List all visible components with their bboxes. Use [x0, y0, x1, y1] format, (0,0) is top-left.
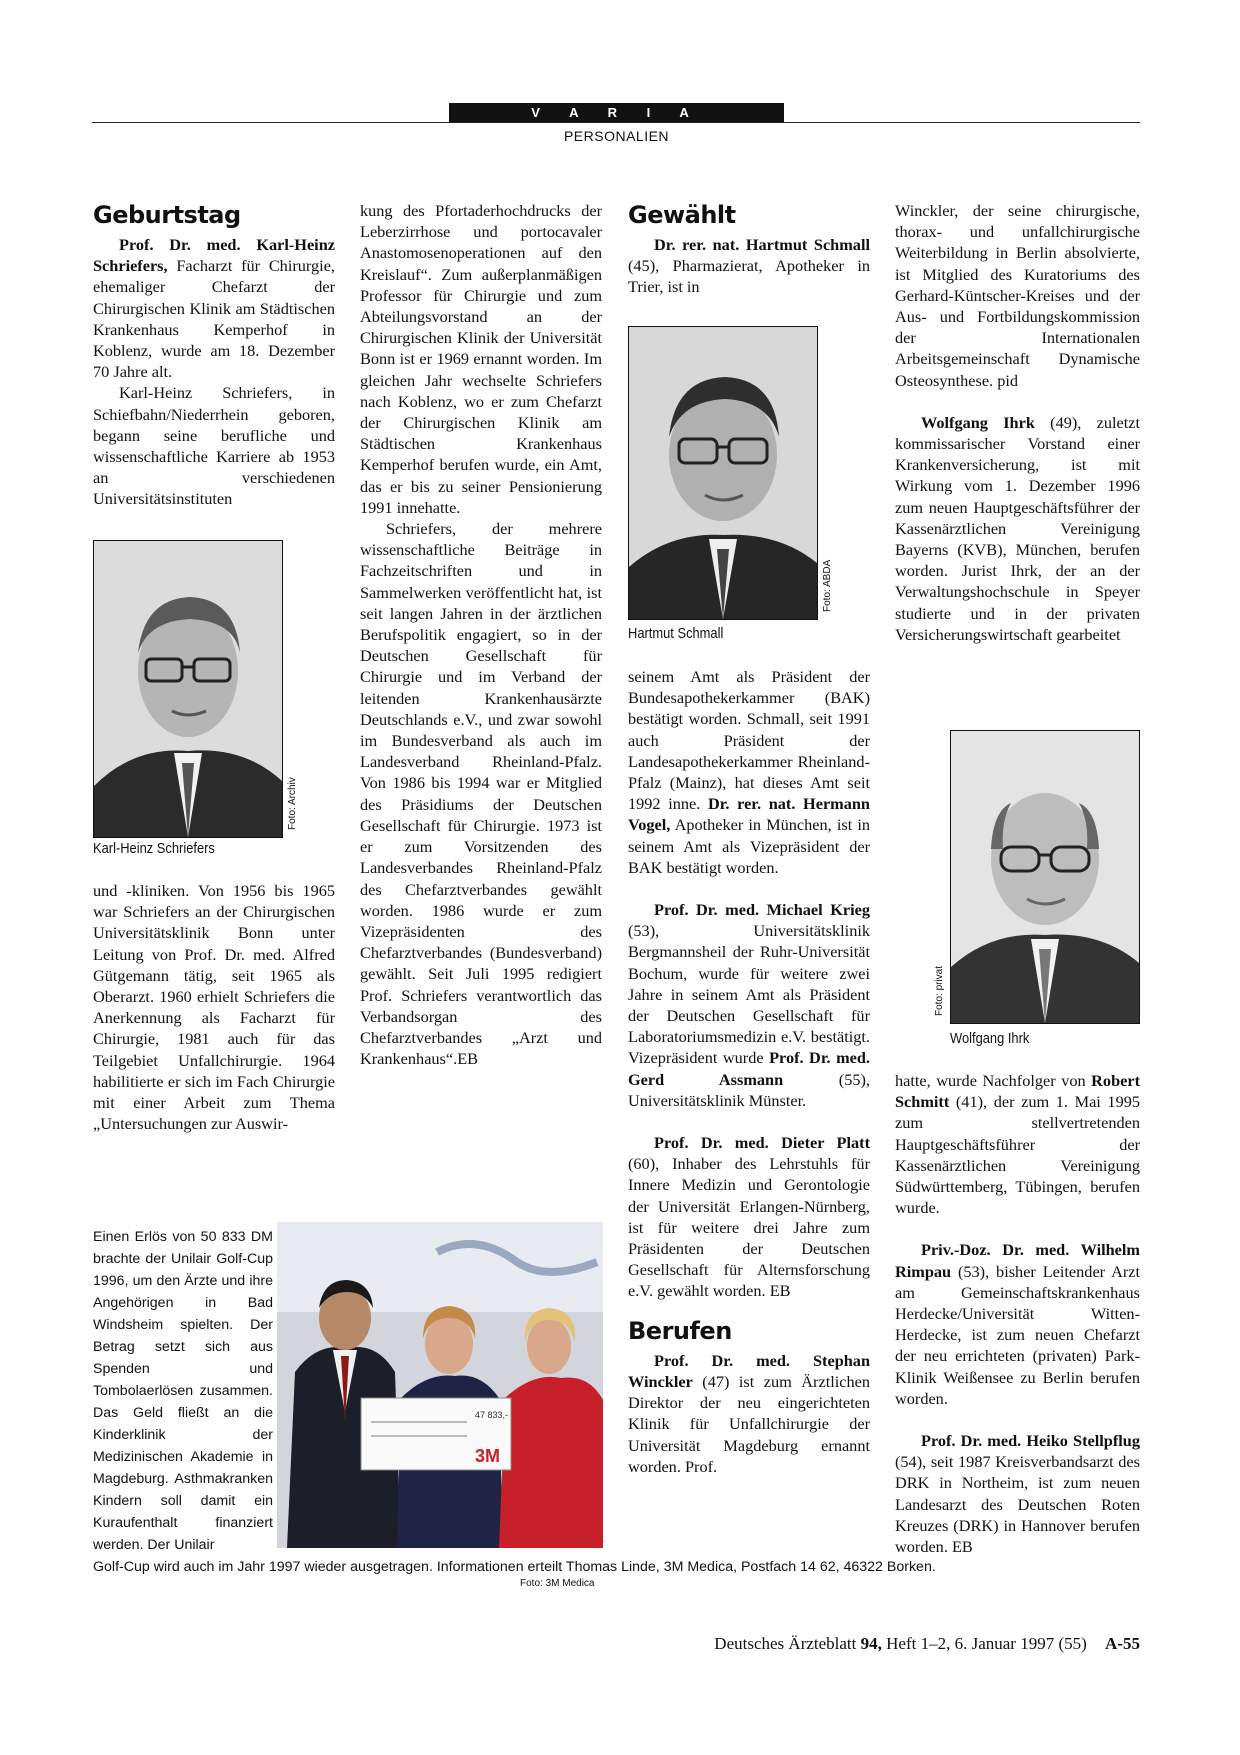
- person-name: Robert Schmitt: [895, 1071, 1140, 1112]
- photo-box-caption-continued: Golf-Cup wird auch im Jahr 1997 wieder ausgetragen. Informationen erteilt Thomas Linde, 3M Medica, Postfach 14 62, 46322 Borken.: [93, 1559, 936, 1575]
- column-4: [895, 200, 1140, 645]
- subsection-label: PERSONALIEN: [563, 128, 670, 144]
- heading-geburtstag: Geburtstag: [93, 201, 241, 229]
- paragraph-text: hatte, wurde Nachfolger von: [895, 1071, 1092, 1090]
- header-rule: [92, 122, 1140, 123]
- paragraph-text: (54), seit 1987 Kreisverbandsarzt des DRK in Northeim, ist zum neuen Landesarzt des Deutschen Roten Kreuzes (DRK) in Hannover berufen worden.: [895, 1452, 1140, 1557]
- paragraph-text: Apotheker in München, ist in seinem Amt als Vizepräsident der BAK bestätigt worden.: [628, 815, 870, 877]
- person-name: Prof. Dr. med. Gerd Assmann: [628, 1048, 871, 1089]
- author-signature: pid: [997, 370, 1019, 390]
- article-paragraph: [628, 1350, 870, 1477]
- section-label: V A R I A: [449, 103, 784, 123]
- portrait-image: [629, 327, 817, 619]
- article-paragraph: [628, 666, 870, 878]
- footer-citation: [560, 1634, 1140, 1654]
- heading-gewaehlt: Gewählt: [628, 201, 736, 229]
- golf-cup-photo: [277, 1222, 603, 1548]
- paragraph-text: (47) ist zum Ärztlichen Direktor der neu eingerichteten Klinik für Unfallchirurgie der Universität Magdeburg ernannt worden. Prof.: [628, 1371, 870, 1476]
- author-signature: EB: [951, 1537, 973, 1557]
- golf-cup-image: [277, 1222, 603, 1548]
- person-name: Prof. Dr. med. Karl-Heinz Schriefers,: [93, 235, 335, 276]
- photo-caption: Hartmut Schmall: [628, 625, 724, 642]
- person-name: Dr. rer. nat. Hartmut Schmall: [654, 235, 870, 254]
- article-paragraph: [895, 412, 1140, 645]
- article-paragraph: kung des Pfortaderhochdrucks der Leberzirrhose und portocavaler Anastomosenoperationen auf den Kreislauf“. Zum außerplanmäßigen Professor für Chirurgie und zum Abteilungsvorstand an der Chirurgischen Klinik der Universität Bonn ist er 1969 ernannt worden. Im gleichen Jahr wechselte Schriefers nach Koblenz, wo er zum Chefarzt der Chirurgischen Klinik am Städtischen Krankenhaus Kemperhof berufen wurde, ein Amt, das er bis zu seiner Pensionierung 1991 innehatte.: [360, 201, 602, 517]
- cheque-amount: 47 833,-: [475, 1410, 509, 1420]
- heading-berufen: Berufen: [628, 1316, 732, 1345]
- photo-credit: Foto: Archiv: [287, 777, 298, 830]
- cheque-logo: 3M: [475, 1446, 501, 1466]
- article-paragraph: [360, 518, 602, 1069]
- photo-credit: Foto: ABDA: [822, 559, 833, 612]
- photo-box-caption: Einen Erlös von 50 833 DM brachte der Unilair Golf-Cup 1996, um den Ärzte und ihre Angehörigen in Bad Windsheim spielten. Der Betrag setzt sich aus Spenden und Tombolaerlösen zusammen. Das Geld fließt an die Kinderklinik der Medizinischen Akademie in Magdeburg. Asthmakranken Kindern soll damit ein Kuraufenthalt finanziert werden. Der Unilair: [93, 1229, 273, 1553]
- paragraph-text: (53), bisher Leitender Arzt am Gemeinschaftskrankenhaus Herdecke/Universität Witten-Herdecke, ist zum neuen Chefarzt der neu errichteten (privaten) Park-Klinik Weißensee zu Berlin berufen worden.: [895, 1261, 1140, 1408]
- portrait-photo-schmall: [628, 326, 818, 620]
- article-paragraph: Karl-Heinz Schriefers, in Schiefbahn/Niederrhein geboren, begann seine berufliche und wissenschaftliche Karriere ab 1953 an verschiedenen Universitätsinstituten: [93, 383, 335, 509]
- photo-credit: Foto: 3M Medica: [520, 1578, 595, 1589]
- photo-credit: Foto: privat: [934, 965, 945, 1016]
- paragraph-text: Winckler, der seine chirurgische, thorax- und unfallchirurgische Weiterbildung in Berlin absolvierte, ist Mitglied des Kuratoriums des Gerhard-Küntscher-Kreises und der Aus- und Fortbildungskommission der Internationalen Arbeitsgemeinschaft Dynamische Osteosynthese.: [895, 201, 1140, 390]
- person-name: Wolfgang Ihrk: [921, 412, 1035, 432]
- article-paragraph: [895, 200, 1140, 391]
- paragraph-text: seinem Amt als Präsident der Bundesapothekerkammer (BAK) bestätigt worden. Schmall, seit 1991 auch Präsident der Landesapothekerkammer Rheinland-Pfalz (Mainz), hat dieses Amt seit 1992 inne.: [628, 667, 870, 814]
- article-paragraph: [895, 1430, 1140, 1557]
- paragraph-text: (55), Universitätsklinik Münster.: [628, 1069, 870, 1110]
- article-paragraph: [895, 1070, 1140, 1218]
- author-signature: EB: [769, 1281, 791, 1301]
- article-paragraph: [895, 1239, 1140, 1409]
- paragraph-text: (49), zuletzt kommissarischer Vorstand einer Krankenversicherung, ist mit Wirkung vom 1. Dezember 1996 zum neuen Hauptgeschäftsführer der Kassenärztlichen Vereinigung Bayerns (KVB), München, berufen worden. Jurist Ihrk, der an der Verwaltungshochschule in Speyer studierte und in der privaten Versicherungswirtschaft gearbeitet: [895, 412, 1141, 644]
- person-name: Priv.-Doz. Dr. med. Wilhelm Rimpau: [895, 1240, 1140, 1281]
- column-3: [628, 200, 870, 298]
- portrait-photo-ihrk: [950, 730, 1140, 1024]
- photo-caption: Wolfgang Ihrk: [950, 1030, 1030, 1047]
- person-name: Prof. Dr. med. Heiko Stellpflug: [921, 1431, 1140, 1451]
- paragraph-text: Facharzt für Chirurgie, ehemaliger Chefarzt der Chirurgischen Klinik am Städtischen Krankenhaus Kemperhof in Koblenz, wurde am 18. Dezember 70 Jahre alt.: [93, 256, 335, 382]
- article-paragraph: und -kliniken. Von 1956 bis 1965 war Schriefers an der Chirurgischen Universitätsklinik Bonn unter Leitung von Prof. Dr. med. Alfred Gütgemann tätig, seit 1965 als Oberarzt. 1960 erhielt Schriefers die Anerkennung als Facharzt für Chirurgie, 1981 auch für das Teilgebiet Unfallchirurgie. 1964 habilitierte er sich im Fach Chirurgie mit einer Arbeit zum Thema „Untersuchungen zur Auswir-: [93, 881, 335, 1134]
- paragraph-text: (53), Universitätsklinik Bergmannsheil der Ruhr-Universität Bochum, wurde für weitere zwei Jahre in seinem Amt als Präsident der Deutschen Gesellschaft für Laboratoriumsmedizin e.V. bestätigt. Vizepräsident wurde: [628, 921, 870, 1068]
- person-name: Prof. Dr. med. Dieter Platt: [654, 1133, 870, 1153]
- journal-name: Deutsches Ärzteblatt: [714, 1634, 861, 1653]
- portrait-image: [94, 541, 282, 837]
- article-paragraph: [628, 1132, 870, 1302]
- person-name: Prof. Dr. med. Michael Krieg: [654, 900, 870, 920]
- portrait-photo-schriefers: [93, 540, 283, 838]
- article-paragraph: [628, 899, 870, 1111]
- paragraph-text: Schriefers, der mehrere wissenschaftliche Beiträge in Fachzeitschriften und in Sammelwerken veröffentlicht hat, ist seit langen Jahren in der ärztlichen Berufspolitik engagiert, so in der Deutschen Gesellschaft für Chirurgie und im Verband der leitenden Krankenhausärzte Deutschlands e.V., und zwar sowohl im Bundesverband als auch im Landesverband Rheinland-Pfalz. Von 1986 bis 1994 war er Mitglied des Präsidiums der Deutschen Gesellschaft für Chirurgie. 1973 ist er zum Vorsitzenden des Landesverbandes Rheinland-Pfalz des Chefarztverbandes gewählt worden. 1986 wurde er zum Vizepräsidenten des Chefarztverbandes (Bundesverband) gewählt. Seit Juli 1995 redigiert Prof. Schriefers verantwortlich das Verbandsorgan des Chefarztverbandes „Arzt und Krankenhaus“.: [360, 519, 602, 1069]
- journal-issue: Heft 1–2, 6. Januar 1997 (55): [881, 1634, 1087, 1653]
- column-1-continued: [93, 880, 335, 1134]
- paragraph-text: (60), Inhaber des Lehrstuhls für Innere Medizin und Gerontologie der Universität Erlangen-Nürnberg, ist für weitere drei Jahre zum Präsidenten der Deutschen Gesellschaft für Alternsforschung e.V. gewählt worden.: [628, 1154, 870, 1301]
- journal-volume: 94,: [860, 1634, 882, 1653]
- article-paragraph: [628, 234, 870, 298]
- column-2: [360, 200, 602, 1069]
- paragraph-text: (45), Pharmazierat, Apotheker in Trier, ist in: [628, 256, 870, 297]
- person-name: Prof. Dr. med. Stephan Winckler: [628, 1350, 870, 1391]
- column-4-continued: [895, 1070, 1140, 1557]
- column-1: [93, 200, 335, 510]
- photo-caption: Karl-Heinz Schriefers: [93, 840, 215, 857]
- paragraph-text: (41), der zum 1. Mai 1995 zum stellvertretenden Hauptgeschäftsführer der Kassenärztlichen Vereinigung Südwürttemberg, Tübingen, berufen wurde.: [895, 1092, 1140, 1218]
- article-paragraph: [93, 234, 335, 382]
- column-3-continued: [628, 666, 870, 1477]
- author-signature: EB: [457, 1049, 479, 1069]
- portrait-image: [951, 731, 1139, 1023]
- person-name: Dr. rer. nat. Hermann Vogel,: [628, 794, 870, 835]
- page-number: A-55: [1105, 1634, 1140, 1653]
